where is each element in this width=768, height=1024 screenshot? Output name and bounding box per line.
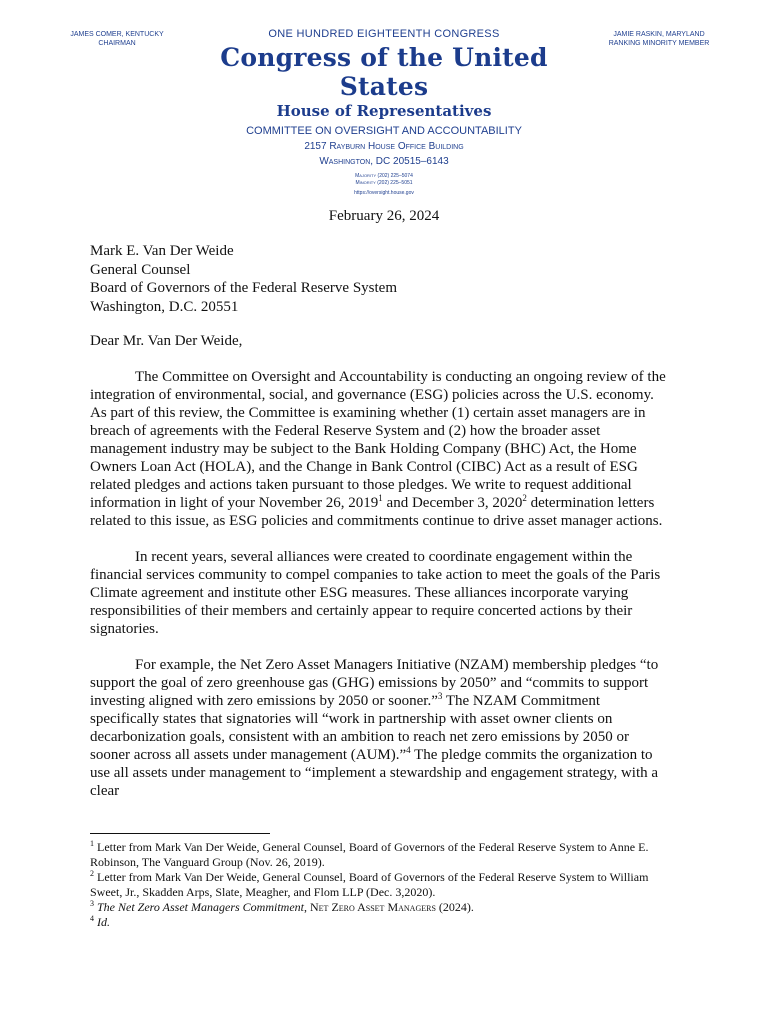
footnote-ref-4[interactable]: 4	[406, 745, 411, 755]
footnote-1	[90, 840, 680, 870]
footnote-ref-1[interactable]: 1	[378, 493, 383, 503]
paragraph-3-text-a: For example, the Net Zero Asset Managers Initiative (NZAM) membership pledges “to support the goal of zero greenhouse gas (GHG) emissions by 2050” and “commits to support investing aligned with zero emissions by 2050 or sooner.”	[90, 657, 659, 709]
footnote-ref-2[interactable]: 2	[522, 493, 527, 503]
letter-date: February 26, 2024	[328, 208, 440, 224]
chairman-title: CHAIRMAN	[98, 40, 136, 47]
chairman-block	[60, 30, 174, 48]
recipient-organization: Board of Governors of the Federal Reserve System	[90, 280, 398, 296]
letterhead	[184, 28, 584, 196]
recipient-city: Washington, D.C. 20551	[90, 298, 239, 315]
footnote-4	[90, 915, 680, 930]
paragraph-2: In recent years, several alliances were created to coordinate engagement within the financial services community to compel companies to take action to meet the goals of the Paris Climate agreement and institute other ESG measures. These alliances incorporate varying responsibilities of their members and certainly appear to require concerted actions by their signatories.	[90, 549, 661, 637]
footnote-3-number: 3	[90, 899, 94, 908]
footnote-3-title: The Net Zero Asset Managers Commitment	[94, 900, 304, 914]
footnote-3-year: (2024).	[435, 900, 474, 914]
footnote-1-text: Letter from Mark Van Der Weide, General Counsel, Board of Governors of the Federal Reserve System to Anne E. Robinson, The Vanguard Group (Nov. 26, 2019).	[90, 840, 649, 869]
footnote-ref-3[interactable]: 3	[437, 691, 443, 701]
minority-phone: Minority (202) 225–5051	[355, 180, 413, 186]
footnote-4-number: 4	[90, 914, 94, 923]
congress-number: ONE HUNDRED EIGHTEENTH CONGRESS	[268, 28, 500, 40]
office-city: Washington, DC 20515–6143	[319, 156, 449, 167]
footnote-2-text: Letter from Mark Van Der Weide, General Counsel, Board of Governors of the Federal Reserve System to William Sweet, Jr., Skadden Arps, Slate, Meagher, and Flom LLP (Dec. 3,2020).	[90, 870, 649, 899]
house-title: House of Representatives	[276, 102, 492, 120]
ranking-member-block	[600, 30, 718, 48]
committee-name: COMMITTEE ON OVERSIGHT AND ACCOUNTABILITY	[246, 125, 522, 137]
paragraph-1	[90, 368, 672, 530]
salutation: Dear Mr. Van Der Weide,	[90, 333, 243, 349]
footnote-4-text: Id.	[94, 915, 110, 929]
website-link[interactable]: https://oversight.house.gov	[354, 190, 414, 196]
recipient-name: Mark E. Van Der Weide	[90, 243, 234, 259]
office-address: 2157 Rayburn House Office Building	[304, 141, 464, 152]
letter-body	[90, 368, 672, 818]
paragraph-1-text-a: The Committee on Oversight and Accountability is conducting an ongoing review of the integration of environmental, social, and governance (ESG) policies across the U.S. economy. As part of this review, the Committee is examining whether (1) certain asset managers are in breach of agreements with the Federal Reserve System and (2) how the broader asset management industry may be subject to the Bank Holding Company (BHC) Act, the Home Owners Loan Act (HOLA), and the Change in Bank Control (CIBC) Act as a result of ESG related pledges and actions taken pursuant to those pledges. We write to request additional information in light of your November 26, 2019	[90, 369, 666, 511]
footnote-3-source: Net Zero Asset Managers	[310, 900, 436, 914]
footnotes	[90, 840, 680, 930]
paragraph-3-text-b: The NZAM Commitment specifically states that signatories will “work in partnership with asset owner clients on decarbonization goals, consistent with an ambition to reach net zero emissions by 2050 or sooner across all assets under management (AUM).”	[90, 693, 630, 763]
recipient-title: General Counsel	[90, 261, 191, 278]
paragraph-3-text-c: The pledge commits the organization to use all assets under management to “implement a stewardship and engagement strategy, with a clear	[90, 747, 659, 799]
majority-phone: Majority (202) 225–5074	[355, 173, 413, 179]
paragraph-1-text-c: determination letters related to this issue, as ESG policies and commitments continue to drive asset manager actions.	[90, 495, 663, 529]
footnote-3-separator: ,	[304, 900, 310, 914]
congress-title: Congress of the United States	[220, 43, 548, 101]
footnote-3	[90, 900, 680, 915]
footnote-2	[90, 870, 680, 900]
phone-numbers	[184, 173, 584, 187]
ranking-member-title: RANKING MINORITY MEMBER	[608, 40, 710, 47]
paragraph-1-text-b: and December 3, 2020	[382, 495, 523, 511]
footnote-2-number: 2	[90, 869, 94, 878]
chairman-name: JAMES COMER, KENTUCKY	[70, 31, 164, 38]
recipient-address	[90, 242, 397, 316]
footnote-1-number: 1	[90, 839, 94, 848]
footnote-divider	[90, 833, 270, 834]
paragraph-3	[90, 656, 672, 800]
ranking-member-name: JAMIE RASKIN, MARYLAND	[613, 31, 705, 38]
